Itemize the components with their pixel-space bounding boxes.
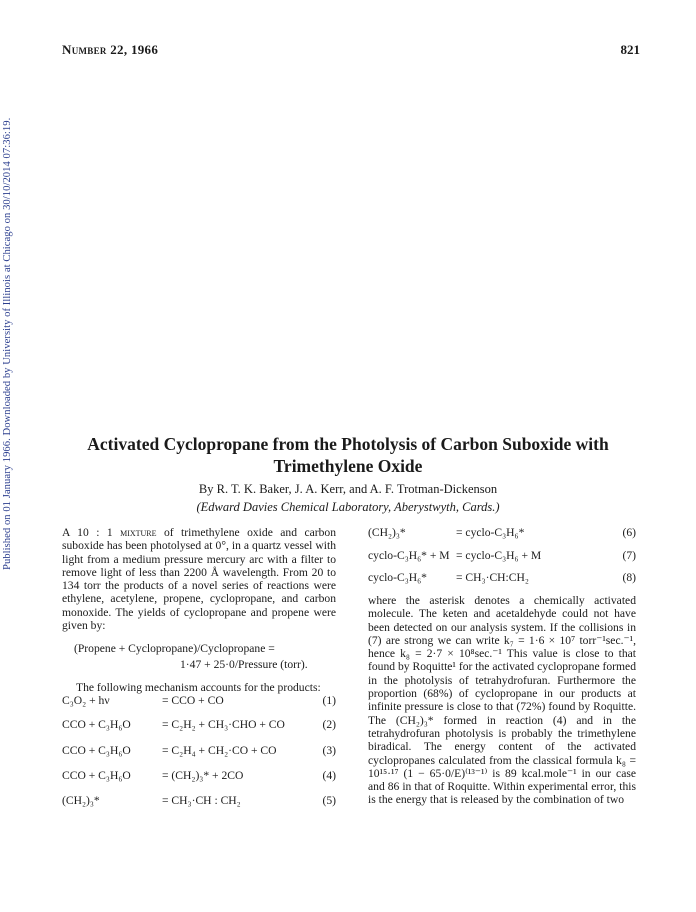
equation-lhs: CCO + C₃H₆O [62, 718, 131, 731]
equation-lhs: CCO + C₃H₆O [62, 769, 131, 782]
download-watermark [2, 100, 16, 570]
equation-lhs: (CH₂)₃* [368, 526, 406, 539]
equation-number: (3) [322, 744, 336, 757]
left-column [62, 526, 336, 694]
equation-rhs: = CH₃·CH:CH₂ [456, 571, 529, 584]
authors: By R. T. K. Baker, J. A. Kerr, and A. F. Trotman-Dickenson [198, 482, 498, 496]
journal-issue: Number 22, 1966 [62, 42, 159, 57]
equation-rhs: = cyclo-C₃H₆* [456, 526, 525, 539]
mechanism-intro: The following mechanism accounts for the products: [76, 680, 321, 694]
equation-number: (1) [322, 694, 336, 707]
equation-number: (6) [622, 526, 636, 539]
equation-lhs: (CH₂)₃* [62, 794, 100, 807]
ratio-equation-line1: (Propene + Cyclopropane)/Cyclopropane = [74, 642, 275, 656]
abstract-text: of trimethylene oxide and carbon suboxide has been photolysed at 0°, in a quartz vessel with light from a medium pressure mercury arc with a filter to remove light of less than 2200 Å wavelength. From 20 to 134 torr the products of a novel series of reactions were ethylene, acetylene, propene, cyclopropane, and carbon monoxide. The yields of cyclopropane and propene were given by: [62, 526, 336, 633]
equation-rhs: = cyclo-C₃H₆ + M [456, 549, 542, 562]
equation-rhs: = (CH₂)₃* + 2CO [162, 769, 244, 782]
equation-lhs: cyclo-C₃H₆* [368, 571, 427, 584]
equation-number: (2) [322, 718, 336, 731]
equation-number: (7) [622, 549, 636, 562]
equation-number: (8) [622, 571, 636, 584]
right-column [368, 594, 636, 807]
page-number: 821 [620, 42, 640, 57]
equation-rhs: = CCO + CO [162, 694, 224, 707]
equation-lhs: cyclo-C₃H₆* + M [368, 549, 450, 562]
equation-lhs: C₃O₂ + hν [62, 694, 110, 707]
equation-rhs: = C₂H₂ + CH₃·CHO + CO [162, 718, 285, 731]
equation-rhs: = CH₃·CH : CH₂ [162, 794, 241, 807]
abstract-paragraph [62, 526, 336, 632]
opening-small-caps: A 10 : 1 mixture [62, 526, 157, 539]
discussion-paragraph: where the asterisk denotes a chemically activated molecule. The keten and acetaldehyde could not have been detected on our analysis system. If the collisions in (7) are strong we can write k₇ = 1·6 × 10⁷ torr⁻¹sec.⁻¹, hence k₈ = 2·7 × 10⁸sec.⁻¹ This value is close to that found by Roquitte¹ for the activated cyclopropane formed in the photolysis of tetrahydrofuran. Furthermore the proportion (68%) of cyclopropane in our products at infinite pressure is close to that (72%) found by Roquitte. The (CH₂)₃* formed in reaction (4) and in the tetrahydrofuran photolysis is probably the trimethylene biradical. The energy content of the activated cyclopropanes calculated from the classical formula k₈ = 10¹⁵·¹⁷ (1 − 65·0/E)⁽¹³⁻¹⁾ is 89 kcal.mole⁻¹ in our case and 86 in that of Roquitte. Within experimental error, this is the energy that is released by the combination of two [368, 594, 636, 807]
equation-rhs: = C₂H₄ + CH₂·CO + CO [162, 744, 277, 757]
affiliation: (Edward Davies Chemical Laboratory, Aberystwyth, Cards.) [196, 500, 500, 514]
download-watermark-text: Published on 01 January 1966. Downloaded by University of Illinois at Chicago on 30/10/2014 07:36:19. [2, 117, 13, 570]
article-title: Activated Cyclopropane from the Photolysis of Carbon Suboxide with Trimethylene Oxide [87, 434, 609, 476]
equation-lhs: CCO + C₃H₆O [62, 744, 131, 757]
equation-number: (5) [322, 794, 336, 807]
equation-number: (4) [322, 769, 336, 782]
ratio-equation-line2: 1·47 + 25·0/Pressure (torr). [180, 657, 308, 671]
